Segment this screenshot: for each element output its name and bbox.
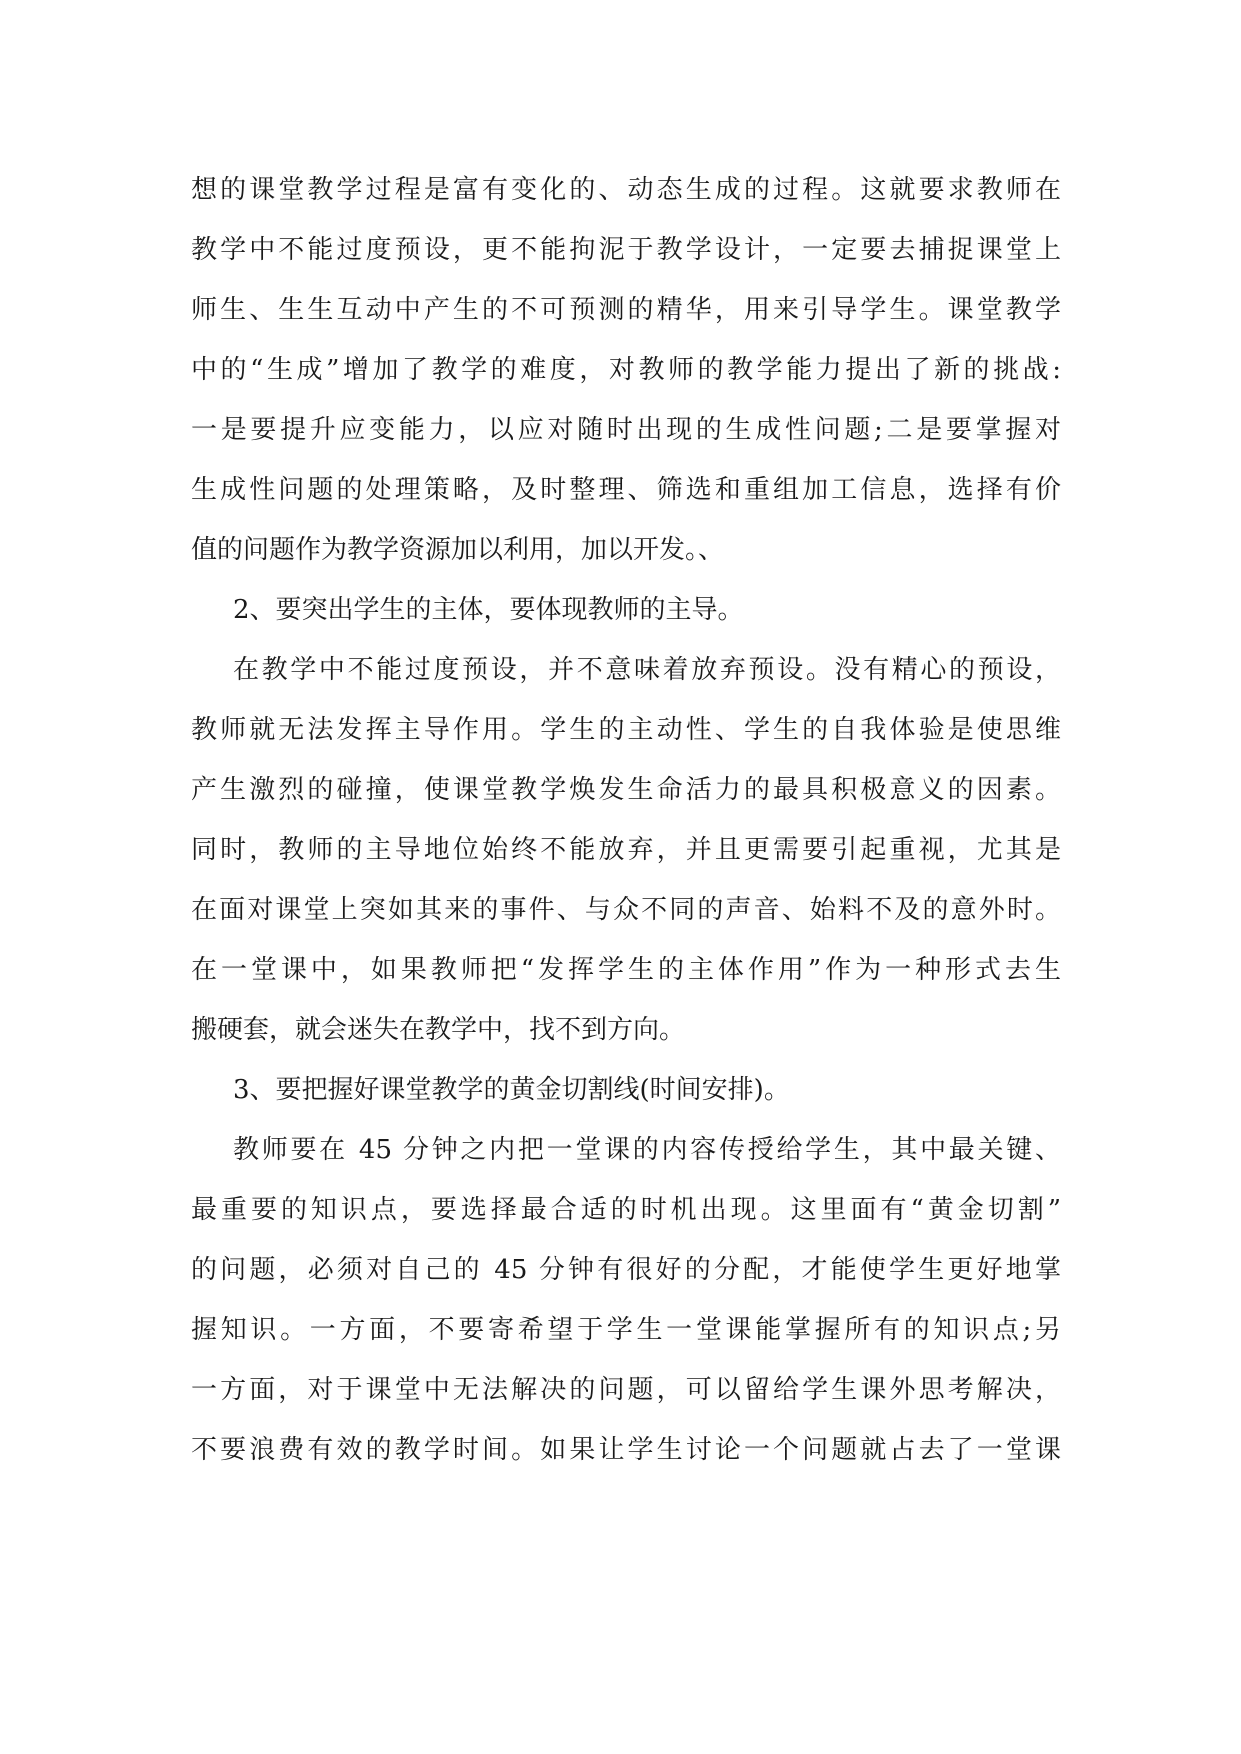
text-line: 值的问题作为教学资源加以利用，加以开发。、 xyxy=(191,535,725,565)
text-line: 生成性问题的处理策略，及时整理、筛选和重组加工信息，选择有价 xyxy=(191,475,1061,505)
text-line: 同时，教师的主导地位始终不能放弃，并且更需要引起重视，尤其是 xyxy=(191,835,1061,865)
text-line: 不要浪费有效的教学时间。如果让学生讨论一个问题就占去了一堂课 xyxy=(191,1435,1061,1465)
text-line: 在教学中不能过度预设，并不意味着放弃预设。没有精心的预设， xyxy=(233,655,1061,685)
text-line: 产生激烈的碰撞，使课堂教学焕发生命活力的最具积极意义的因素。 xyxy=(191,775,1061,805)
text-line: 最重要的知识点，要选择最合适的时机出现。这里面有“黄金切割” xyxy=(191,1195,1061,1225)
text-line: 师生、生生互动中产生的不可预测的精华，用来引导学生。课堂教学 xyxy=(191,295,1061,325)
text-line: 在一堂课中，如果教师把“发挥学生的主体作用”作为一种形式去生 xyxy=(191,955,1061,985)
text-line: 在面对课堂上突如其来的事件、与众不同的声音、始料不及的意外时。 xyxy=(191,895,1061,925)
text-line: 想的课堂教学过程是富有变化的、动态生成的过程。这就要求教师在 xyxy=(191,175,1061,205)
text-line: 握知识。一方面，不要寄希望于学生一堂课能掌握所有的知识点;另 xyxy=(191,1315,1061,1345)
text-line: 一是要提升应变能力，以应对随时出现的生成性问题;二是要掌握对 xyxy=(191,415,1061,445)
text-line: 教学中不能过度预设，更不能拘泥于教学设计，一定要去捕捉课堂上 xyxy=(191,235,1061,265)
text-line: 3、要把握好课堂教学的黄金切割线(时间安排)。 xyxy=(233,1075,790,1105)
text-line: 2、要突出学生的主体，要体现教师的主导。 xyxy=(233,595,744,625)
text-line: 的问题，必须对自己的 45 分钟有很好的分配，才能使学生更好地掌 xyxy=(191,1255,1061,1285)
text-line: 一方面，对于课堂中无法解决的问题，可以留给学生课外思考解决， xyxy=(191,1375,1061,1405)
text-line: 搬硬套，就会迷失在教学中，找不到方向。 xyxy=(191,1015,686,1045)
body-text xyxy=(191,160,1061,1480)
text-line: 教师就无法发挥主导作用。学生的主动性、学生的自我体验是使思维 xyxy=(191,715,1061,745)
text-line: 中的“生成”增加了教学的难度，对教师的教学能力提出了新的挑战: xyxy=(191,355,1061,385)
text-line: 教师要在 45 分钟之内把一堂课的内容传授给学生，其中最关键、 xyxy=(233,1135,1061,1165)
